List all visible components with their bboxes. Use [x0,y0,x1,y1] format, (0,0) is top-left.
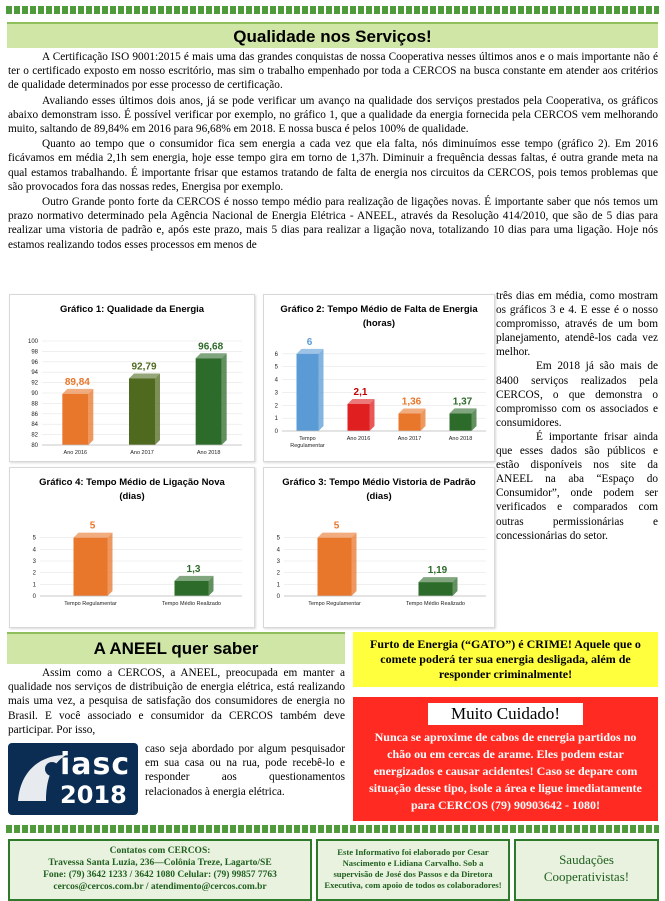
chart-2-svg [264,295,494,461]
intro-text [8,50,658,252]
top-divider [6,6,659,14]
chart-1-bar [62,394,88,445]
chart-1-title: Gráfico 1: Qualidade da Energia [59,304,205,315]
contacts-address: Travessa Santa Luzia, 236—Colônia Treze, Lagarto/SE [48,858,272,868]
chart-4-ytick: 3 [276,559,280,565]
chart-2-title: Gráfico 2: Tempo Médio de Falta de Energia [280,304,478,315]
chart-1-ytick: 98 [31,349,38,356]
chart-1-ytick: 96 [31,359,38,366]
iasc-logo-year: 2018 [60,781,127,809]
chart-2-subtitle: (horas) [362,318,396,329]
chart-1-value-label: 89,84 [64,376,90,388]
chart-3-bar-top [74,533,113,538]
chart-3-ytick: 1 [32,582,36,589]
chart-4-bar-top [419,577,458,582]
chart-1-ytick: 84 [31,422,38,429]
chart-1-bar-top [196,353,227,358]
chart-2-value-label: 1,37 [452,396,473,408]
chart-4-ytick: 0 [276,594,280,600]
chart-2-bar-side [319,349,324,431]
chart-4-bar-side [352,533,357,596]
side-paragraph-1: três dias em média, como mostram os gráficos 3 e 4. E esse é o nosso compromisso, através de um bom planejamento, atendê-los cada vez melhor. [496,290,658,359]
footer-contacts [8,839,312,901]
chart-4-bar-top [318,533,357,538]
chart-3-value-label: 5 [89,520,96,532]
chart-3-ytick: 3 [32,559,36,565]
safety-warning-text: Nunca se aproxime de cabos de energia partidos no chão ou em cercas de arame. Eles podem estar energizados e causar acidentes! Caso se depare com situação desse tipo, isole a área e ligue imediatamente para CERCOS (79) 90903642 - 1080! [369,730,642,812]
chart-2-ytick: 0 [274,429,278,435]
aneel-text-2 [145,742,345,799]
safety-warning [353,697,658,821]
greeting-text: Saudações Cooperativistas! [543,852,630,884]
chart-1-bar-side [88,389,93,445]
side-paragraph-2: Em 2018 já são mais de 8400 serviços realizados pela CERCOS, o que demonstra o compromisso com os associados e consumidores. [496,360,658,429]
chart-1-bar-top [129,373,160,378]
chart-1-bar-side [155,373,160,445]
chart-3-bar [74,538,108,596]
aneel-paragraph-1: Assim como a CERCOS, a ANEEL, preocupada em manter a qualidade nos serviços de distribuição de energia elétrica, está realizando mais uma vez, a pesquisa de satisfação dos consumidores de energia no Brasil. E você associado e consumidor da CERCOS também deve participar. Por isso, [8,667,345,736]
chart-2-bar-side [370,399,375,431]
chart-1-ytick: 82 [31,432,38,439]
chart-2-bar [297,354,319,431]
chart-3-value-label: 1,3 [186,563,201,575]
energy-theft-text: Furto de Energia (“GATO”) é CRIME! Aquele que o comete poderá ter sua energia desligada, além de responder criminalmente! [370,637,641,681]
chart-1-value-label: 96,68 [198,341,224,353]
chart-1-ytick: 100 [27,339,38,345]
chart-4-subtitle: (dias) [119,491,145,502]
footer-greeting [514,839,659,901]
chart-4-value-label: 1,19 [427,565,448,577]
aneel-banner [7,632,345,664]
chart-2-value-label: 6 [306,336,313,348]
chart-2-ytick: 3 [274,390,278,397]
chart-4-bar [318,538,352,596]
chart-2-category-label: Ano 2018 [448,436,473,442]
chart-3-ytick: 4 [32,547,36,554]
bottom-divider [6,825,659,833]
chart-1-bar-top [62,389,93,394]
chart-1-category-label: Ano 2018 [196,450,221,456]
chart-3-inspection-time [263,467,495,628]
chart-1-value-label: 92,79 [131,361,157,373]
chart-1-bar [196,358,222,445]
chart-3-category-label: Tempo Regulamentar [64,601,117,607]
chart-1-quality [9,294,255,462]
chart-2-bar [399,414,421,431]
chart-3-svg [264,468,494,627]
energy-theft-warning [353,632,658,687]
chart-4-new-connection [9,467,255,628]
intro-paragraph-4: Outro Grande ponto forte da CERCOS é nosso tempo médio para realização de ligações novas. É importante saber que nós temos um prazo normativo determinado pela Agência Nacional de Energia Elétrica - ANEEL, através da Resolução 414/2010, que são de 5 dias para realizar uma vistoria de padrão e, após este prazo, mais 5 dias para realizar a ligação nova, totalizando 10 dias para uma ligação. Hoje nós estamos realizando todos esses processos em menos de [8,196,658,251]
chart-1-ytick: 80 [31,443,38,449]
chart-2-ytick: 2 [274,403,278,410]
intro-paragraph-1: A Certificação ISO 9001:2015 é mais uma das grandes conquistas de nossa Cooperativa nesses últimos anos e o mais importante não é ter o certificado exposto em nosso escritório, mas sim o trabalho empenhado por toda a CERCOS na busca constante em atender aos critérios de qualidade determinados por esse processo de certificação. [8,51,658,92]
contacts-emails: cercos@cercos.com.br / atendimento@cercos.com.br [53,882,267,892]
footer-credits [316,839,510,901]
safety-warning-title: Muito Cuidado! [428,703,583,725]
chart-3-ytick: 0 [32,594,36,600]
chart-2-category-label: Tempo [299,436,316,442]
chart-2-bar [450,413,472,431]
iasc-2018-logo [8,743,138,815]
chart-3-subtitle: (dias) [366,491,392,502]
chart-2-ytick: 1 [274,416,278,423]
chart-2-value-label: 1,36 [401,396,422,408]
aneel-title: A ANEEL quer saber [93,639,259,658]
chart-4-bar [419,582,453,596]
chart-3-title: Gráfico 3: Tempo Médio Vistoria de Padrão [282,477,476,488]
chart-3-bar [175,581,209,596]
chart-4-category-label: Tempo Regulamentar [308,601,361,607]
aneel-paragraph-2: caso seja abordado por algum pesquisador em sua casa ou na rua, pode recebê-lo e responder aos questionamentos relacionados à energia elétrica. [145,743,345,798]
chart-1-ytick: 92 [31,380,38,387]
aneel-text [8,666,345,737]
chart-2-category-label: Regulamentar [290,443,325,449]
chart-2-value-label: 2,1 [353,387,368,398]
chart-3-category-label: Tempo Médio Realizado [161,601,222,607]
chart-1-ytick: 88 [31,401,38,408]
chart-1-svg [10,295,254,461]
chart-1-category-label: Ano 2017 [130,450,154,456]
chart-4-ytick: 5 [276,535,280,542]
chart-2-bar [348,404,370,431]
side-text [496,289,658,543]
side-paragraph-3: É importante frisar ainda que esses dados são públicos e estão disponíveis nos site da ANEEL na aba “Espaço do Consumidor”, onde podem ser verificados e comparados com outras permissionárias e concessionárias do setor. [496,430,658,542]
chart-2-ytick: 5 [274,364,278,371]
chart-2-category-label: Ano 2016 [346,436,371,442]
chart-3-ytick: 5 [32,535,36,542]
chart-1-ytick: 90 [31,391,38,397]
page-title: Qualidade nos Serviços! [233,27,432,46]
contacts-phones: Fone: (79) 3642 1233 / 3642 1080 Celular: (79) 99857 7763 [43,870,277,880]
intro-paragraph-3: Quanto ao tempo que o consumidor fica sem energia a cada vez que ela falta, nós diminuímos esse tempo (gráfico 2). Em 2016 ficávamos em média 2,1h sem energia, hoje esse tempo gira em torno de 1,37h. Diminuir a frequência dessas faltas, é outra grande meta na qual estamos trabalhando. É importante frisar que estamos tratando de falta de energia nos circuitos da CERCOS, pois temos problemas que são provocados fora das nossas redes, Energisa por exemplo. [8,138,658,193]
chart-4-svg [10,468,254,627]
chart-4-ytick: 1 [276,582,280,589]
iasc-logo-text: iasc [60,747,131,782]
credits-text: Este Informativo foi elaborado por Cesar Nascimento e Lidiana Carvalho. Sob a supervisão de José dos Passos e da Diretora Executiva, com apoio de todos os colaboradores! [324,847,502,890]
chart-4-category-label: Tempo Médio Realizado [405,601,466,607]
chart-2-category-label: Ano 2017 [397,436,422,442]
chart-1-ytick: 86 [31,411,38,418]
chart-4-value-label: 5 [333,520,340,532]
chart-2-ytick: 6 [274,351,278,358]
chart-4-ytick: 4 [276,547,280,554]
chart-2-outage-time [263,294,495,462]
chart-1-ytick: 94 [31,370,38,377]
chart-3-ytick: 2 [32,570,36,577]
header-banner [7,22,658,48]
chart-4-title: Gráfico 4: Tempo Médio de Ligação Nova [39,477,225,488]
chart-4-ytick: 2 [276,570,280,577]
chart-1-bar [129,378,155,445]
contacts-title: Contatos com CERCOS: [109,846,211,856]
chart-1-bar-side [222,353,227,445]
intro-paragraph-2: Avaliando esses últimos dois anos, já se pode verificar um avanço na qualidade dos serviços prestados pela Cooperativa, os gráficos abaixo demonstram isso. É possível verificar por exemplo, no gráfico 1, que a qualidade da energia fornecida pela CERCOS vem melhorando muito, saltando de 89,84% em 2016 para 96,68% em 2018. E nossa busca é pelos 100% de qualidade. [8,94,658,136]
chart-1-category-label: Ano 2016 [63,450,88,456]
chart-3-bar-side [108,533,113,596]
chart-3-bar-top [175,576,214,581]
chart-2-ytick: 4 [274,377,278,384]
